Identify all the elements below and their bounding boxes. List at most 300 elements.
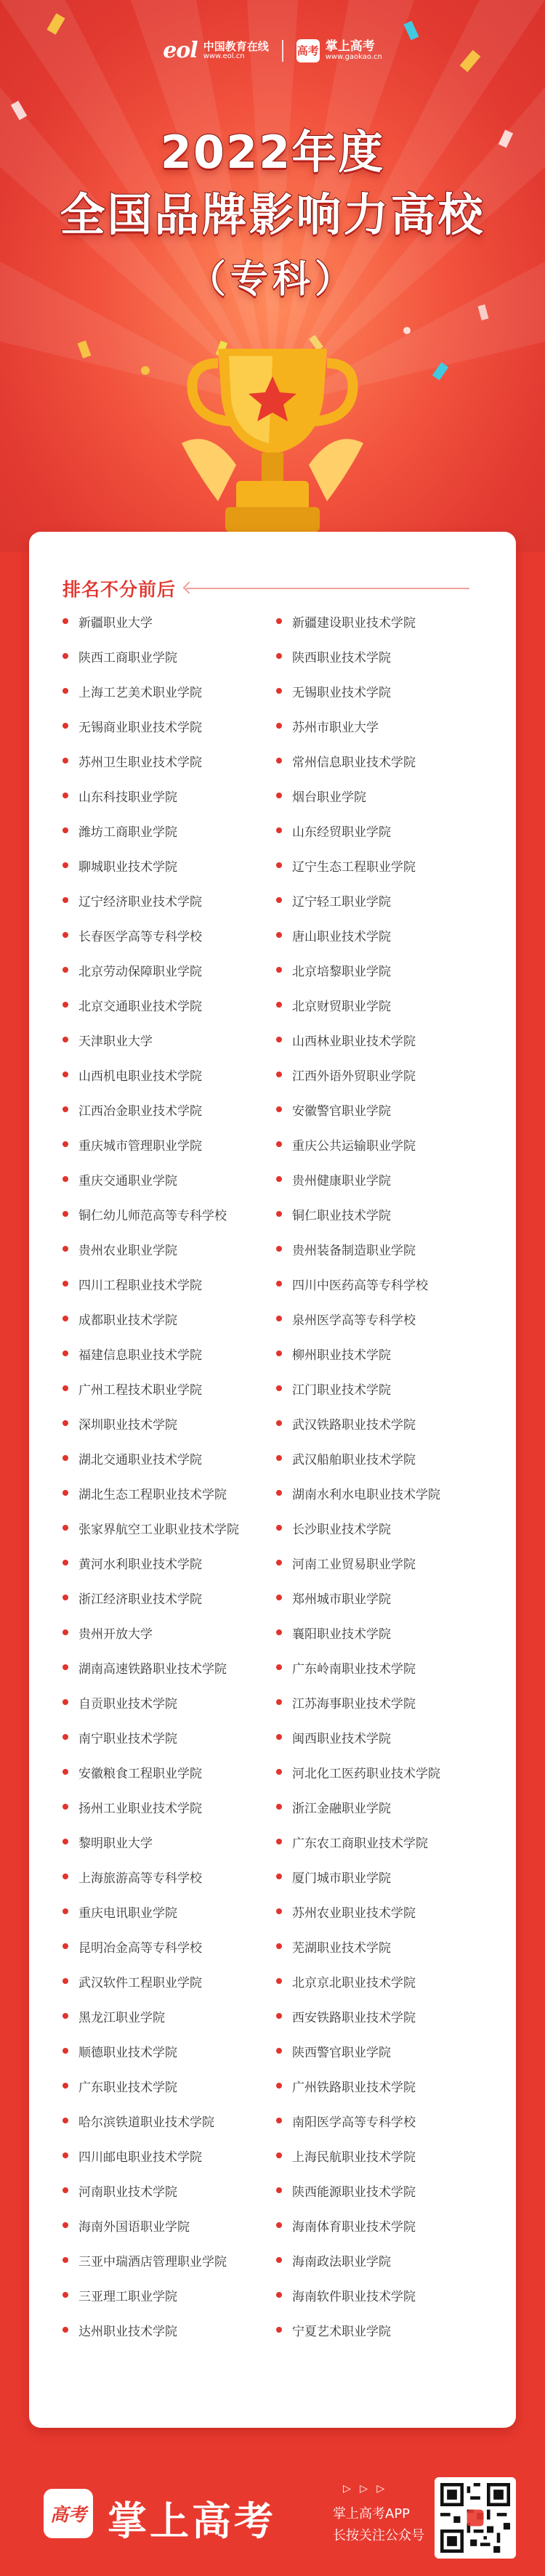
bullet-icon — [276, 688, 282, 694]
school-name: 浙江金融职业学院 — [292, 1801, 391, 1816]
bullet-icon — [62, 758, 68, 764]
school-name: 新疆职业大学 — [78, 615, 153, 631]
bullet-icon — [62, 1839, 68, 1844]
bullet-icon — [62, 1002, 68, 1008]
school-item — [62, 1831, 153, 1852]
school-name: 上海工艺美术职业学院 — [78, 685, 202, 700]
school-name: 辽宁轻工职业学院 — [292, 894, 391, 910]
school-row — [62, 2005, 498, 2027]
bullet-icon — [62, 827, 68, 833]
school-name: 长沙职业技术学院 — [292, 1522, 391, 1537]
school-name: 重庆交通职业学院 — [78, 1173, 177, 1188]
school-name: 北京交通职业技术学院 — [78, 999, 202, 1014]
bullet-icon — [62, 932, 68, 938]
bullet-icon — [276, 2152, 282, 2158]
school-row — [62, 1726, 498, 1748]
school-row — [62, 2179, 498, 2201]
school-row — [62, 1900, 498, 1922]
school-name: 扬州工业职业技术学院 — [78, 1801, 202, 1816]
school-item — [276, 1133, 416, 1155]
school-name: 安徽警官职业学院 — [292, 1103, 391, 1119]
school-item — [62, 889, 202, 911]
school-item — [276, 785, 366, 806]
bullet-icon — [276, 1281, 282, 1287]
school-name: 海南外国语职业学院 — [78, 2219, 190, 2235]
school-item — [62, 1656, 227, 1678]
bullet-icon — [62, 1978, 68, 1984]
school-row — [62, 1238, 498, 1260]
eol-logo-mark: eol — [163, 38, 198, 63]
school-row — [62, 1517, 498, 1539]
school-row — [62, 1098, 498, 1120]
school-name: 山东经贸职业学院 — [292, 825, 391, 840]
bullet-icon — [62, 1664, 68, 1670]
school-item — [62, 2249, 227, 2271]
school-name: 广东岭南职业技术学院 — [292, 1661, 416, 1677]
school-row — [62, 715, 498, 737]
school-item — [62, 854, 177, 876]
bullet-icon — [276, 1002, 282, 1008]
school-item — [62, 1342, 202, 1364]
school-item — [276, 1691, 416, 1713]
school-name: 北京劳动保障职业学院 — [78, 964, 202, 979]
footer — [0, 2455, 545, 2576]
school-item — [276, 1621, 391, 1643]
school-name: 昆明冶金高等专科学校 — [78, 1940, 202, 1956]
school-name: 重庆电讯职业学院 — [78, 1905, 177, 1921]
title-category: （专科） — [187, 258, 357, 301]
school-name: 唐山职业技术学院 — [292, 929, 391, 944]
school-item — [276, 2005, 416, 2027]
school-item — [62, 1517, 239, 1539]
bullet-icon — [276, 1908, 282, 1914]
bullet-icon — [62, 1385, 68, 1391]
school-row — [62, 610, 498, 632]
school-name: 四川中医药高等专科学校 — [292, 1278, 428, 1293]
bullet-icon — [62, 1490, 68, 1496]
school-name: 烟台职业学院 — [292, 790, 366, 805]
school-row — [62, 854, 498, 876]
school-row — [62, 2075, 498, 2097]
school-item — [276, 1587, 391, 1608]
bullet-icon — [62, 793, 68, 798]
school-name: 常州信息职业技术学院 — [292, 755, 416, 770]
school-item — [62, 924, 202, 946]
bullet-icon — [276, 932, 282, 938]
school-name: 西安铁路职业技术学院 — [292, 2010, 416, 2025]
school-item — [276, 1900, 416, 1922]
school-item — [276, 645, 391, 667]
school-name: 河南工业贸易职业学院 — [292, 1557, 416, 1572]
school-item — [276, 1796, 391, 1818]
school-name: 海南政法职业学院 — [292, 2254, 391, 2269]
school-row — [62, 1866, 498, 1887]
school-item — [276, 1935, 391, 1957]
school-item — [276, 889, 391, 911]
school-name: 四川工程职业技术学院 — [78, 1278, 202, 1293]
school-row — [62, 2144, 498, 2166]
bullet-icon — [62, 1246, 68, 1252]
school-item — [62, 610, 153, 632]
bullet-icon — [62, 618, 68, 624]
school-item — [276, 1726, 391, 1748]
school-name: 广州工程技术职业学院 — [78, 1382, 202, 1398]
school-row — [62, 1064, 498, 1085]
school-name: 陕西能源职业技术学院 — [292, 2184, 416, 2200]
school-item — [276, 1552, 416, 1573]
school-row — [62, 645, 498, 667]
school-name: 湖北交通职业技术学院 — [78, 1452, 202, 1467]
school-row — [62, 2214, 498, 2236]
bullet-icon — [276, 1211, 282, 1217]
school-name: 山西机电职业技术学院 — [78, 1069, 202, 1084]
school-item — [62, 1133, 202, 1155]
school-name: 湖南水利水电职业技术学院 — [292, 1487, 440, 1502]
school-item — [276, 924, 391, 946]
school-item — [276, 1029, 416, 1050]
school-name: 黎明职业大学 — [78, 1836, 153, 1851]
school-name: 贵州装备制造职业学院 — [292, 1243, 416, 1258]
school-item — [62, 1098, 202, 1120]
school-row — [62, 1273, 498, 1295]
partner-logos — [0, 38, 545, 63]
app-logo-icon: 高考 — [44, 2489, 93, 2538]
school-name: 广州铁路职业技术学院 — [292, 2080, 416, 2095]
bullet-icon — [276, 2327, 282, 2333]
school-row — [62, 1412, 498, 1434]
school-row — [62, 1133, 498, 1155]
school-item — [62, 1552, 202, 1573]
school-name: 厦门城市职业学院 — [292, 1871, 391, 1886]
school-item — [276, 819, 391, 841]
bullet-icon — [276, 1978, 282, 1984]
bullet-icon — [276, 897, 282, 903]
bullet-icon — [62, 2118, 68, 2123]
school-name: 海南软件职业技术学院 — [292, 2289, 416, 2304]
bullet-icon — [276, 1385, 282, 1391]
school-row — [62, 1342, 498, 1364]
school-name: 上海旅游高等专科学校 — [78, 1871, 202, 1886]
school-name: 福建信息职业技术学院 — [78, 1348, 202, 1363]
school-name: 苏州市职业大学 — [292, 720, 379, 735]
school-item — [276, 2249, 391, 2271]
bullet-icon — [62, 1734, 68, 1740]
school-name: 陕西工商职业学院 — [78, 650, 177, 665]
arrow-left-icon — [186, 588, 469, 589]
school-name: 贵州开放大学 — [78, 1627, 153, 1642]
bullet-icon — [276, 1490, 282, 1496]
bullet-icon — [276, 2083, 282, 2089]
school-item — [62, 785, 177, 806]
school-item — [62, 1377, 202, 1399]
school-item — [62, 1168, 177, 1190]
school-row — [62, 1308, 498, 1329]
bullet-icon — [276, 1769, 282, 1775]
school-item — [62, 1447, 202, 1469]
school-name: 广东农工商职业技术学院 — [292, 1836, 428, 1851]
bullet-icon — [276, 1455, 282, 1461]
school-item — [276, 1517, 391, 1539]
school-item — [62, 2284, 177, 2306]
eol-logo — [163, 38, 269, 63]
school-name: 苏州农业职业技术学院 — [292, 1905, 416, 1921]
school-name: 苏州卫生职业技术学院 — [78, 755, 202, 770]
school-item — [62, 2040, 177, 2062]
school-item — [62, 1412, 177, 1434]
school-item — [62, 2179, 177, 2201]
school-row — [62, 1761, 498, 1783]
school-item — [276, 1831, 428, 1852]
school-name: 武汉铁路职业技术学院 — [292, 1417, 416, 1433]
school-item — [276, 2319, 391, 2341]
school-item — [276, 2110, 416, 2131]
bullet-icon — [62, 1037, 68, 1042]
school-name: 北京财贸职业学院 — [292, 999, 391, 1014]
bullet-icon — [62, 1176, 68, 1182]
school-name: 长春医学高等专科学校 — [78, 929, 202, 944]
school-item — [62, 680, 202, 702]
eol-url: www.eol.cn — [203, 52, 245, 61]
bullet-icon — [276, 1734, 282, 1740]
school-item — [276, 2040, 391, 2062]
school-name: 三亚中瑞酒店管理职业学院 — [78, 2254, 227, 2269]
bullet-icon — [276, 1316, 282, 1321]
bullet-icon — [62, 897, 68, 903]
school-row — [62, 1587, 498, 1608]
bullet-icon — [62, 967, 68, 973]
hero-banner — [0, 0, 545, 552]
bullet-icon — [276, 1595, 282, 1600]
school-name: 江西外语外贸职业学院 — [292, 1069, 416, 1084]
school-item — [276, 1203, 391, 1225]
qr-code[interactable] — [435, 2477, 516, 2559]
school-item — [276, 1342, 391, 1364]
school-item — [62, 1761, 202, 1783]
bullet-icon — [62, 1281, 68, 1287]
school-name: 芜湖职业技术学院 — [292, 1940, 391, 1956]
school-name: 柳州职业技术学院 — [292, 1348, 391, 1363]
school-name: 黑龙江职业学院 — [78, 2010, 165, 2025]
school-item — [62, 715, 202, 737]
bullet-icon — [62, 2222, 68, 2228]
school-item — [62, 2110, 214, 2131]
school-name: 陕西职业技术学院 — [292, 650, 391, 665]
bullet-icon — [62, 1769, 68, 1775]
school-item — [62, 819, 177, 841]
school-item — [62, 1587, 202, 1608]
bullet-icon — [62, 2083, 68, 2089]
qr-code-icon — [440, 2483, 510, 2553]
school-name: 泉州医学高等专科学校 — [292, 1313, 416, 1328]
bullet-icon — [62, 2048, 68, 2054]
eol-name: 中国教育在线 — [203, 39, 269, 53]
school-item — [276, 610, 416, 632]
bullet-icon — [62, 1106, 68, 1112]
bullet-icon — [276, 758, 282, 764]
bullet-icon — [276, 2257, 282, 2263]
bullet-icon — [62, 1874, 68, 1879]
school-name: 武汉软件工程职业学院 — [78, 1975, 202, 1990]
bullet-icon — [62, 1595, 68, 1600]
bullet-icon — [276, 2048, 282, 2054]
school-item — [276, 1761, 440, 1783]
school-item — [276, 750, 416, 771]
bullet-icon — [276, 1246, 282, 1252]
bullet-icon — [62, 2187, 68, 2193]
school-item — [62, 1064, 202, 1085]
school-item — [62, 1866, 202, 1887]
school-row — [62, 1691, 498, 1713]
bullet-icon — [276, 1874, 282, 1879]
school-item — [62, 645, 177, 667]
bullet-icon — [62, 2327, 68, 2333]
bullet-icon — [62, 862, 68, 868]
school-name: 深圳职业技术学院 — [78, 1417, 177, 1433]
school-name: 湖南高速铁路职业技术学院 — [78, 1661, 227, 1677]
school-row — [62, 1935, 498, 1957]
school-row — [62, 959, 498, 981]
school-name: 聊城职业技术学院 — [78, 859, 177, 875]
bullet-icon — [276, 2013, 282, 2019]
school-item — [62, 1308, 177, 1329]
school-name: 宁夏艺术职业学院 — [292, 2324, 391, 2339]
bullet-icon — [276, 2118, 282, 2123]
school-name: 铜仁职业技术学院 — [292, 1208, 391, 1223]
bullet-icon — [62, 1420, 68, 1426]
school-item — [276, 1168, 391, 1190]
zsgk-name: 掌上高考 — [325, 39, 375, 54]
bullet-icon — [276, 1560, 282, 1566]
school-row — [62, 1831, 498, 1852]
school-name: 山东科技职业学院 — [78, 790, 177, 805]
school-row — [62, 889, 498, 911]
bullet-icon — [62, 2292, 68, 2298]
bullet-icon — [62, 1316, 68, 1321]
school-item — [276, 1970, 416, 1992]
bullet-icon — [276, 653, 282, 659]
school-item — [62, 1935, 202, 1957]
school-row — [62, 1621, 498, 1643]
bullet-icon — [62, 723, 68, 729]
app-label: 掌上高考APP — [333, 2506, 411, 2522]
school-name: 顺德职业技术学院 — [78, 2045, 177, 2060]
school-row — [62, 924, 498, 946]
trophy-icon — [167, 320, 378, 538]
logo-divider — [282, 40, 283, 62]
school-item — [276, 1098, 391, 1120]
school-item — [276, 1656, 416, 1678]
footer-brand: 掌上高考 — [108, 2498, 276, 2544]
school-name: 陕西警官职业学院 — [292, 2045, 391, 2060]
bullet-icon — [276, 1141, 282, 1147]
school-row — [62, 1203, 498, 1225]
school-name: 自贡职业技术学院 — [78, 1696, 177, 1712]
bullet-icon — [276, 827, 282, 833]
school-name: 无锡职业技术学院 — [292, 685, 391, 700]
school-name: 浙江经济职业技术学院 — [78, 1592, 202, 1607]
school-row — [62, 1447, 498, 1469]
bullet-icon — [62, 1455, 68, 1461]
school-item — [62, 1482, 227, 1504]
school-name: 黄河水利职业技术学院 — [78, 1557, 202, 1572]
school-name: 山西林业职业技术学院 — [292, 1034, 416, 1049]
school-row — [62, 1552, 498, 1573]
school-item — [276, 854, 416, 876]
school-item — [62, 2075, 177, 2097]
bullet-icon — [62, 1908, 68, 1914]
school-name: 张家界航空工业职业技术学院 — [78, 1522, 239, 1537]
school-item — [62, 1273, 202, 1295]
school-name: 海南体育职业技术学院 — [292, 2219, 416, 2235]
school-name: 南阳医学高等专科学校 — [292, 2115, 416, 2130]
school-item — [62, 2144, 202, 2166]
school-name: 郑州城市职业学院 — [292, 1592, 391, 1607]
school-item — [276, 2144, 416, 2166]
school-name: 江门职业技术学院 — [292, 1382, 391, 1398]
school-item — [62, 2005, 165, 2027]
school-row — [62, 1482, 498, 1504]
school-name: 铜仁幼儿师范高等专科学校 — [78, 1208, 227, 1223]
bullet-icon — [276, 1699, 282, 1705]
school-item — [62, 994, 202, 1016]
school-item — [62, 2319, 177, 2341]
school-item — [62, 2214, 190, 2236]
bullet-icon — [62, 1141, 68, 1147]
school-row — [62, 750, 498, 771]
school-item — [276, 1412, 416, 1434]
school-name: 南宁职业技术学院 — [78, 1731, 177, 1746]
bullet-icon — [62, 688, 68, 694]
bullet-icon — [276, 2292, 282, 2298]
school-item — [62, 1726, 177, 1748]
card-header — [62, 575, 469, 602]
school-item — [62, 1796, 202, 1818]
school-name: 四川邮电职业技术学院 — [78, 2150, 202, 2165]
school-name: 天津职业大学 — [78, 1034, 153, 1049]
school-row — [62, 819, 498, 841]
bullet-icon — [276, 1664, 282, 1670]
school-name: 重庆城市管理职业学院 — [78, 1138, 202, 1154]
bullet-icon — [276, 1804, 282, 1810]
school-row — [62, 2249, 498, 2271]
bullet-icon — [62, 1525, 68, 1531]
school-name: 江西冶金职业技术学院 — [78, 1103, 202, 1119]
school-name: 成都职业技术学院 — [78, 1313, 177, 1328]
school-name: 哈尔滨铁道职业技术学院 — [78, 2115, 214, 2130]
school-item — [276, 1238, 416, 1260]
school-name: 武汉船舶职业技术学院 — [292, 1452, 416, 1467]
bullet-icon — [276, 2222, 282, 2228]
school-item — [276, 1273, 428, 1295]
bullet-icon — [62, 1943, 68, 1949]
bullet-icon — [276, 1176, 282, 1182]
school-name: 重庆公共运输职业学院 — [292, 1138, 416, 1154]
school-name: 北京京北职业技术学院 — [292, 1975, 416, 1990]
school-name: 贵州健康职业学院 — [292, 1173, 391, 1188]
school-item — [276, 1866, 391, 1887]
school-name: 贵州农业职业学院 — [78, 1243, 177, 1258]
school-name: 湖北生态工程职业技术学院 — [78, 1487, 227, 1502]
school-item — [62, 1970, 202, 1992]
school-row — [62, 1656, 498, 1678]
school-item — [62, 1238, 177, 1260]
zsgk-logo-icon: 高考 — [296, 39, 320, 62]
bullet-icon — [276, 618, 282, 624]
bullet-icon — [276, 967, 282, 973]
school-row — [62, 1796, 498, 1818]
school-row — [62, 1377, 498, 1399]
school-row — [62, 1168, 498, 1190]
